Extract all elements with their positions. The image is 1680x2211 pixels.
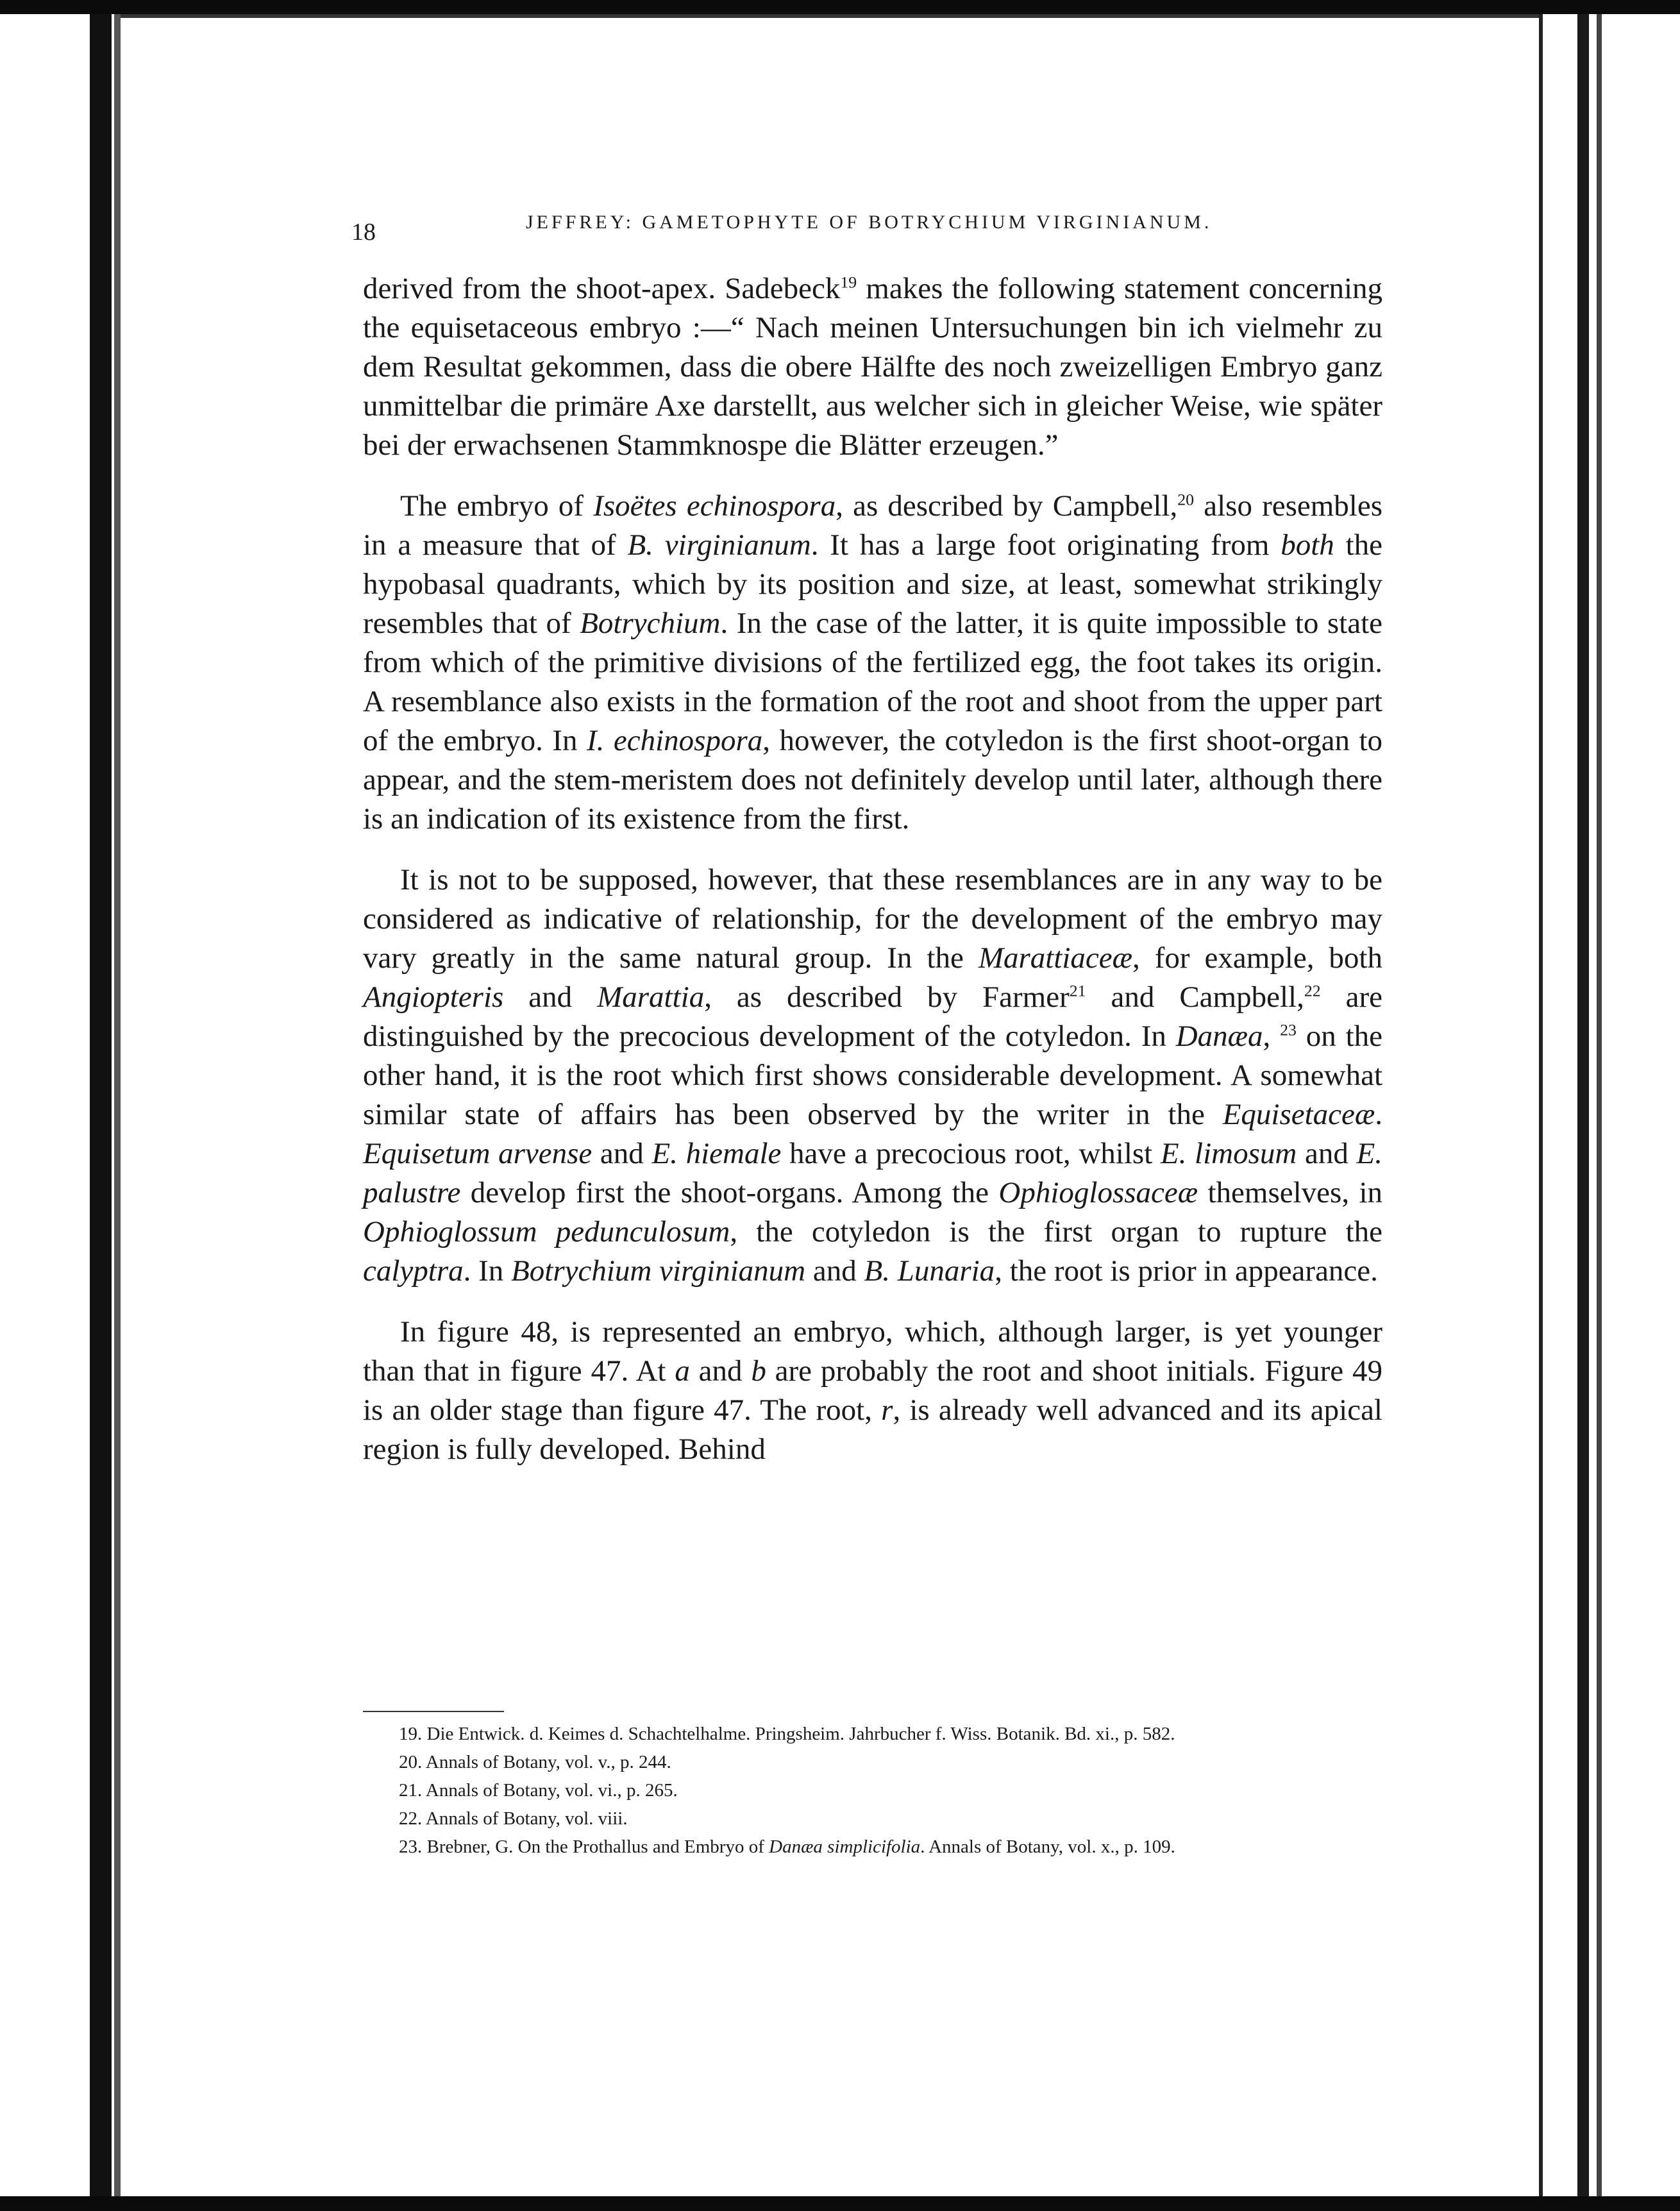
page-number: 18 xyxy=(351,219,376,246)
footnotes xyxy=(363,1720,1382,1861)
footnote-22: 22. Annals of Botany, vol. viii. xyxy=(399,1808,628,1829)
running-head: JEFFREY: GAMETOPHYTE OF BOTRYCHIUM VIRGINIANUM. xyxy=(526,212,1213,233)
footnote-rule xyxy=(363,1711,504,1712)
paragraph-4: In figure 48, is represented an embryo, which, although larger, is yet younger than that in figure 47. At a and b are probably the root and shoot initials. Figure 49 is an older stage than figure 47. The root, r, is already well advanced and its apical region is fully developed. Behind xyxy=(363,1315,1382,1466)
binding-gutter-right xyxy=(1577,14,1589,2196)
footnote-21: 21. Annals of Botany, vol. vi., p. 265. xyxy=(399,1780,678,1801)
binding-gutter-left-shadow xyxy=(114,14,121,2196)
footnote-20: 20. Annals of Botany, vol. v., p. 244. xyxy=(399,1752,671,1772)
body-text xyxy=(363,269,1382,1491)
scan-border-bottom xyxy=(0,2196,1680,2211)
footnote-23: 23. Brebner, G. On the Prothallus and Embryo of Danæa simplicifolia. Annals of Botany, vol. x., p. 109. xyxy=(399,1837,1175,1857)
paragraph-3: It is not to be supposed, however, that these resemblances are in any way to be considered as indicative of relationship, for the development of the embryo may vary greatly in the same natural group. In the Marattiaceæ, for example, both Angiopteris and Marattia, as described by Farmer$^{21}$ and Campbell,$^{22}$ are distinguished by the precocious development of the cotyledon. In Danæa, $^{23}$ on the other hand, it is the root which first shows considerable development. A somewhat similar state of affairs has been observed by the writer in the Equisetaceæ. Equisetum arvense and E. hiemale have a precocious root, whilst E. limosum and E. palustre develop first the shoot-organs. Among the Ophioglossaceæ themselves, in Ophioglossum pedunculosum, the cotyledon is the first organ to rupture the calyptra. In Botrychium virginianum and B. Lunaria, the root is prior in appearance. xyxy=(363,863,1383,1288)
footnote-19: 19. Die Entwick. d. Keimes d. Schachtelhalme. Pringsheim. Jahrbucher f. Wiss. Botanik. Bd. xi., p. 582. xyxy=(399,1724,1175,1744)
binding-gutter-right-shadow xyxy=(1597,14,1602,2196)
page-top-edge xyxy=(121,14,1539,18)
page-edge-right xyxy=(1539,14,1543,2196)
paragraph-2: The embryo of Isoëtes echinospora, as described by Campbell,$^{20}$ also resembles in a measure that of B. virginianum. It has a large foot originating from both the hypobasal quadrants, which by its position and size, at least, somewhat strikingly resembles that of Botrychium. In the case of the latter, it is quite impossible to state from which of the primitive divisions of the fertilized egg, the foot takes its origin. A resemblance also exists in the formation of the root and shoot from the upper part of the embryo. In I. echinospora, however, the cotyledon is the first shoot-organ to appear, and the stem-meristem does not definitely develop until later, although there is an indication of its existence from the first. xyxy=(363,489,1383,836)
binding-gutter-left xyxy=(90,14,112,2196)
scan-border-top xyxy=(0,0,1680,14)
paragraph-1: derived from the shoot-apex. Sadebeck$^{19}$ makes the following statement concerning the equisetaceous embryo :—“ Nach meinen Untersuchungen bin ich vielmehr zu dem Resultat gekommen, dass die obere Hälfte des noch zweizelligen Embryo ganz unmittelbar die primäre Axe darstellt, aus welcher sich in gleicher Weise, wie später bei der erwachsenen Stammknospe die Blätter erzeugen.” xyxy=(363,272,1383,462)
